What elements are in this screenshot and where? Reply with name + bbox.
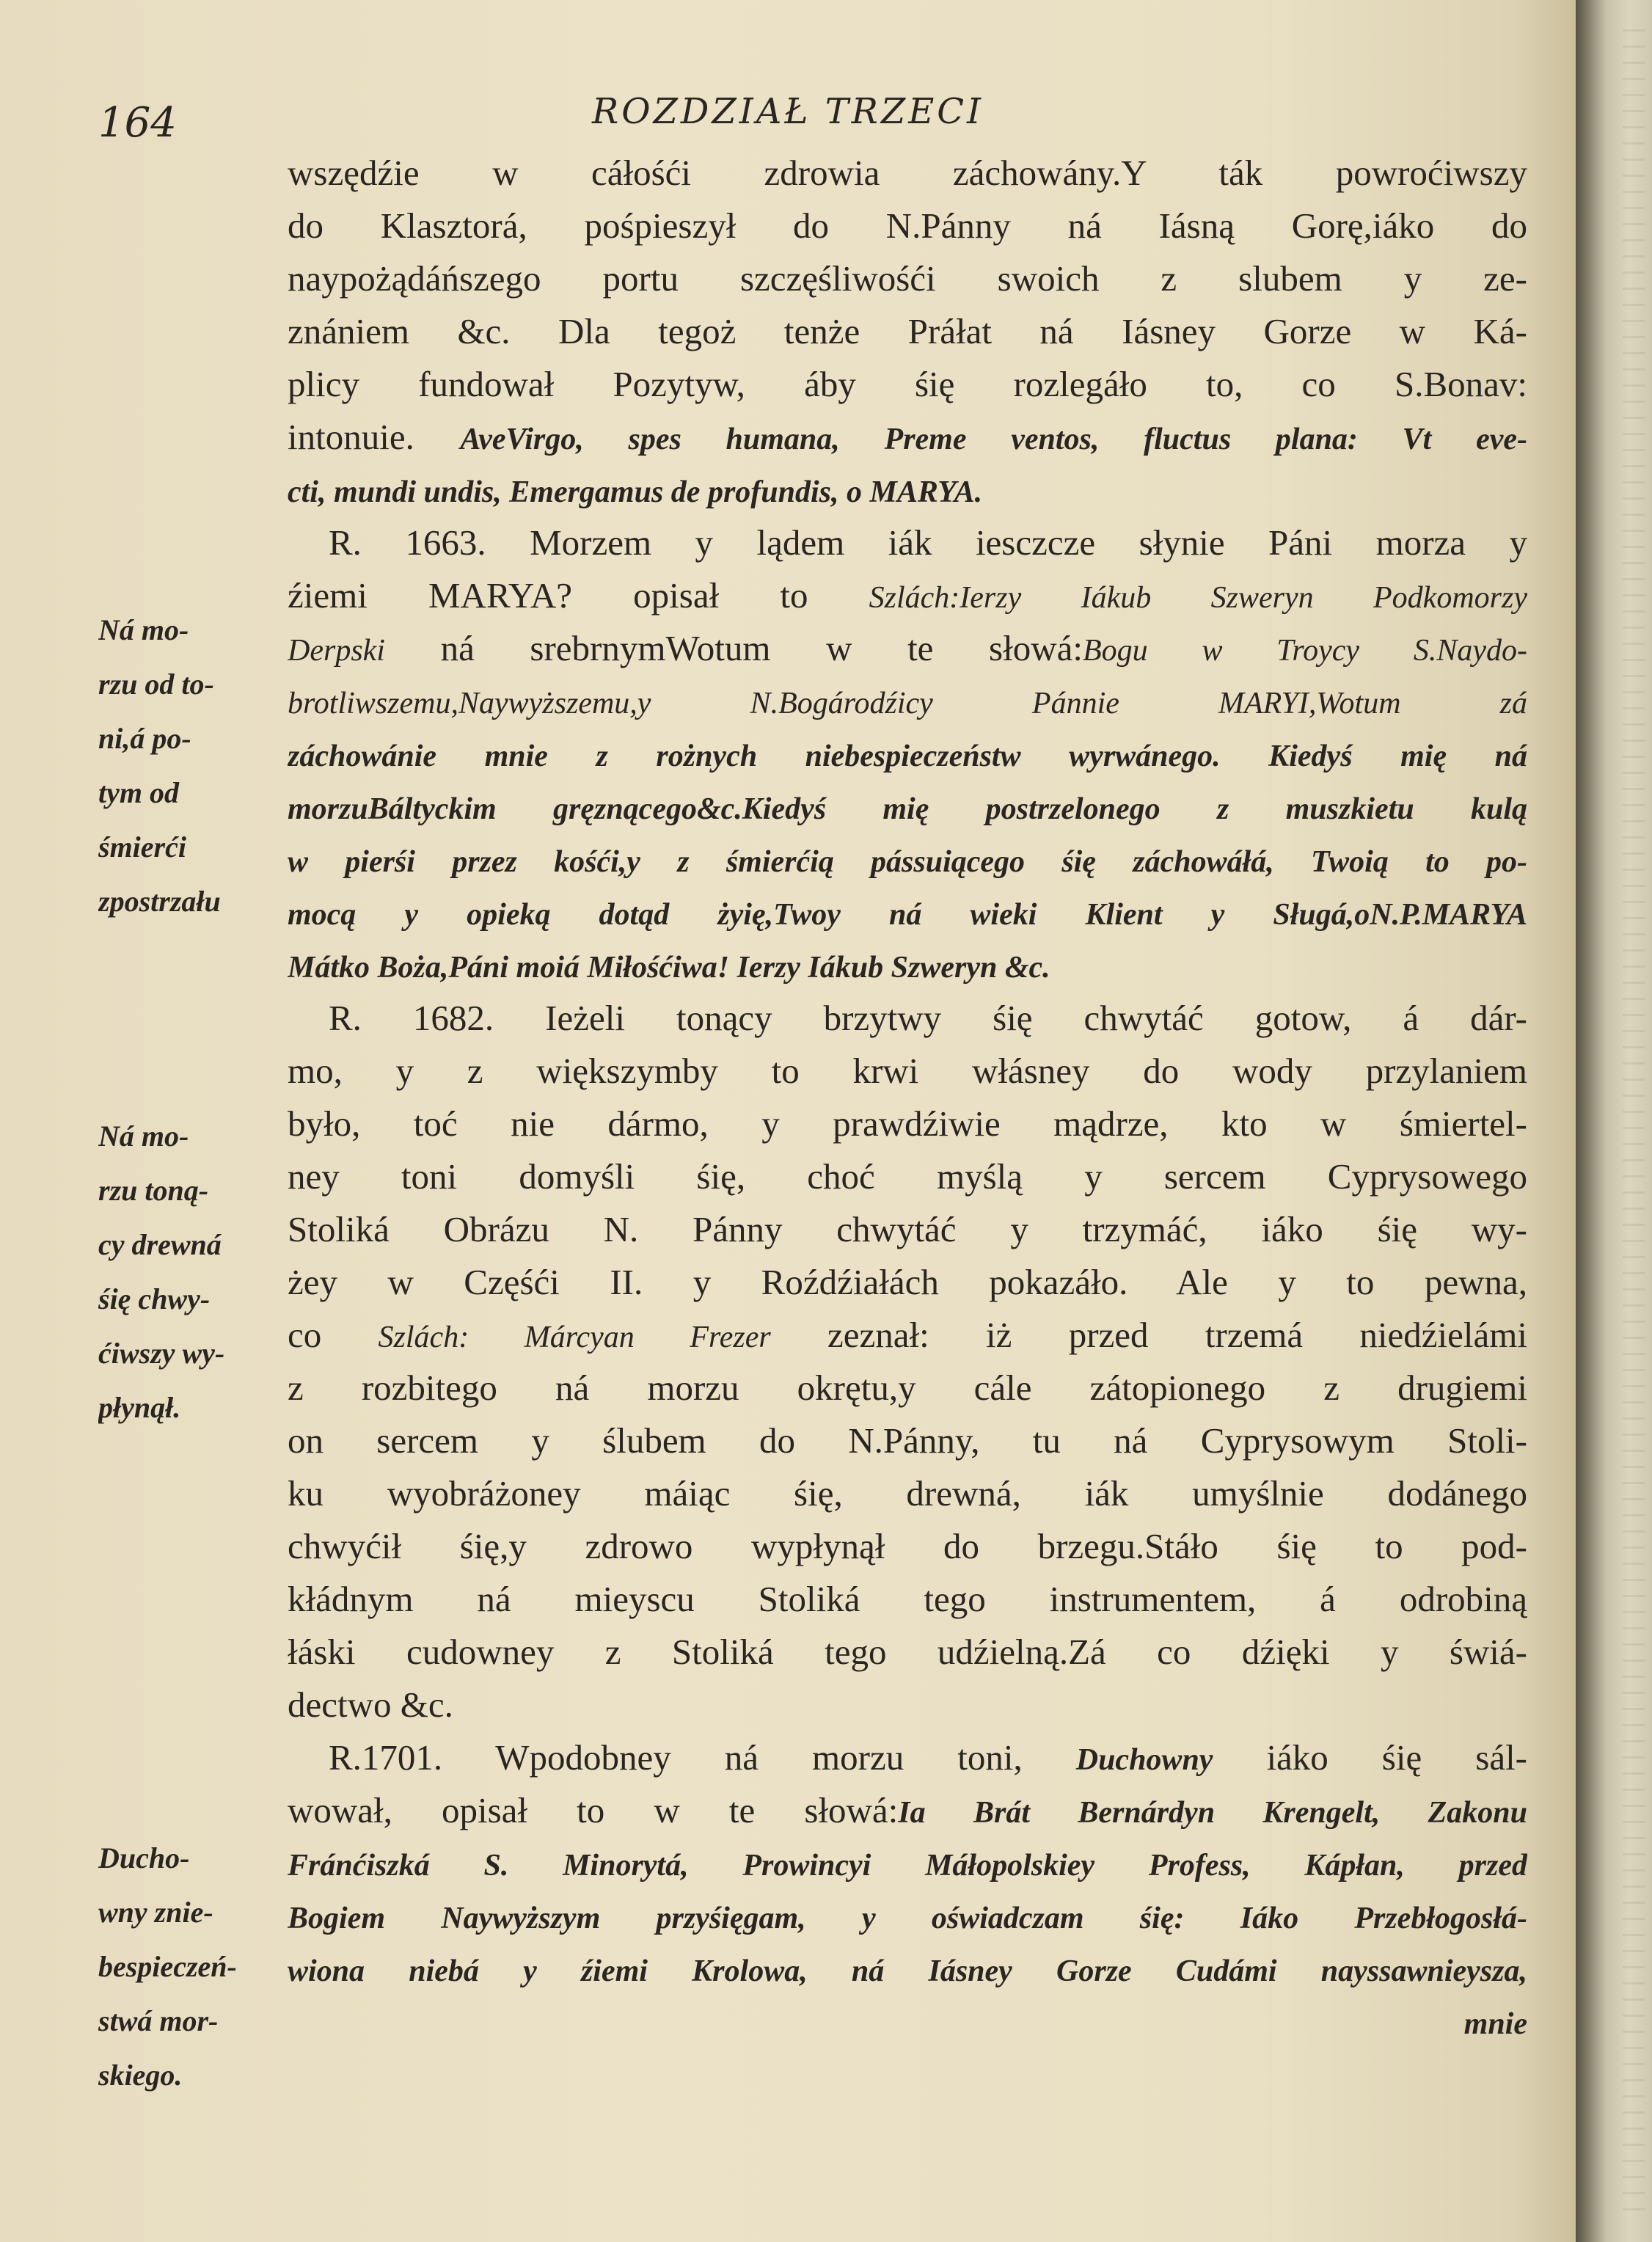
text-line: morzuBáltyckim gręznącego&c.Kiedyś mię postrzelonego z muszkietu kulą (288, 792, 1527, 826)
text-line: było, toć nie dármo, y prawdźiwie mądrze, kto w śmiertel- (288, 1103, 1527, 1144)
catchword: mnie (1463, 2007, 1527, 2041)
text-line: źiemi MARYA? opisał to Szlách:Ierzy Iákub Szweryn Podkomorzy (288, 575, 1527, 616)
margin-note-line: tym od (98, 776, 179, 809)
margin-note-line: rzu od to- (98, 668, 214, 701)
page-number: 164 (98, 99, 177, 147)
margin-note-line: Ná mo- (98, 1120, 189, 1153)
text-line: plicy fundował Pozytyw, áby śię rozlegáło to, co S.Bonav: (288, 364, 1527, 404)
margin-note-line: skiego. (98, 2059, 183, 2092)
text-line: Fránćiszká S. Minorytá, Prowincyi Máłopolskiey Profess, Kápłan, przed (288, 1849, 1527, 1883)
text-line: mo, y z większymby to krwi włásney do wody przylaniem (288, 1051, 1527, 1091)
margin-note-line: bespieczeń- (98, 1950, 237, 1983)
text-line: záchowánie mnie z rożnych niebespieczeństw wyrwánego. Kiedyś mię ná (288, 740, 1527, 773)
text-line: R.1701. Wpodobney ná morzu toni, Duchowny iáko śię sál- (329, 1737, 1527, 1778)
text-line: żey w Częśći II. y Roźdźiałách pokazáło. Ale y to pewna, (288, 1262, 1527, 1302)
text-line: ku wyobráżoney máiąc śię, drewná, iák umyślnie dodánego (288, 1473, 1527, 1513)
text-line: cti, mundi undis, Emergamus de profundis, o MARYA. (288, 475, 983, 509)
text-line: intonuie. AveVirgo, spes humana, Preme ventos, fluctus plana: Vt eve- (288, 417, 1527, 457)
text-line: wszędźie w cáłośći zdrowia záchowány.Y ták powroćiwszy (288, 153, 1527, 193)
text-line: mocą y opieką dotąd żyię,Twoy ná wieki Klient y Sługá,oN.P.MARYA (288, 898, 1527, 932)
text-line: dectwo &c. (288, 1684, 453, 1725)
text-line: Bogiem Naywyższym przyśięgam, y oświadczam śię: Iáko Przebłogosłá- (288, 1902, 1527, 1935)
text-line: znániem &c. Dla tegoż tenże Práłat ná Iásney Gorze w Ká- (288, 311, 1527, 351)
binding-edge (1623, 29, 1645, 2216)
margin-note-line: płynął. (98, 1391, 181, 1424)
text-line: brotliwszemu,Naywyższemu,y N.Bogárodźicy Pánnie MARYI,Wotum zá (288, 687, 1527, 720)
margin-note-line: śię chwy- (98, 1282, 211, 1315)
margin-note-priest-sea-danger (98, 1831, 274, 2103)
text-line: Stoliká Obrázu N. Pánny chwytáć y trzymáć, iáko śię wy- (288, 1209, 1527, 1249)
text-line: Derpski ná srebrnymWotum w te słowá:Bogu w Troycy S.Naydo- (288, 628, 1527, 668)
margin-note-line: rzu toną- (98, 1174, 209, 1207)
margin-note-line: cy drewná (98, 1228, 222, 1261)
text-line: naypożądáńszego portu szczęśliwośći swoich z slubem y ze- (288, 258, 1527, 299)
margin-note-line: zpostrzału (98, 885, 221, 918)
margin-note-line: stwá mor- (98, 2004, 219, 2037)
margin-note-drowning-wood (98, 1109, 274, 1435)
margin-note-line: wny znie- (98, 1896, 213, 1929)
text-line: do Klasztorá, pośpieszył do N.Pánny ná Iásną Gorę,iáko do (288, 205, 1527, 246)
text-line: on sercem y ślubem do N.Pánny, tu ná Cyprysowym Stoli- (288, 1420, 1527, 1461)
text-line: Mátko Boża,Páni moiá Miłośćiwa! Ierzy Iákub Szweryn &c. (288, 951, 1050, 985)
margin-note-line: ni,á po- (98, 722, 191, 755)
text-line: łáski cudowney z Stoliká tego udźielną.Zá co dźięki y świá- (288, 1632, 1527, 1672)
text-line: co Szlách: Márcyan Frezer zeznał: iż przed trzemá niedźielámi (288, 1315, 1527, 1355)
text-line: kłádnym ná mieyscu Stoliká tego instrumentem, á odrobiną (288, 1579, 1527, 1619)
margin-note-line: śmierći (98, 830, 186, 863)
text-line: w pierśi przez kośći,y z śmierćią pássuiącego śię záchowáłá, Twoią to po- (288, 845, 1527, 879)
margin-note-line: Ducho- (98, 1841, 190, 1874)
margin-note-line: Ná mo- (98, 613, 189, 646)
text-line: wiona niebá y źiemi Krolowa, ná Iásney Gorze Cudámi nayssawnieysza, (288, 1954, 1527, 1988)
text-line: chwyćił śię,y zdrowo wypłynął do brzegu.Stáło śię to pod- (288, 1526, 1527, 1566)
margin-note-sea-gunshot (98, 603, 274, 929)
body-text (288, 147, 1527, 2048)
margin-note-line: ćiwszy wy- (98, 1337, 225, 1370)
text-line: wował, opisał to w te słowá:Ia Brát Bernárdyn Krengelt, Zakonu (288, 1790, 1527, 1830)
text-line: ney toni domyśli śię, choć myślą y sercem Cyprysowego (288, 1156, 1527, 1197)
text-line: R. 1663. Morzem y lądem iák iesczcze słynie Páni morza y (329, 522, 1527, 563)
text-line: R. 1682. Ieżeli tonący brzytwy śię chwytáć gotow, á dár- (329, 998, 1527, 1038)
running-head: ROZDZIAŁ TRZECI (592, 91, 984, 132)
text-line: z rozbitego ná morzu okrętu,y cále zátopionego z drugiemi (288, 1368, 1527, 1408)
